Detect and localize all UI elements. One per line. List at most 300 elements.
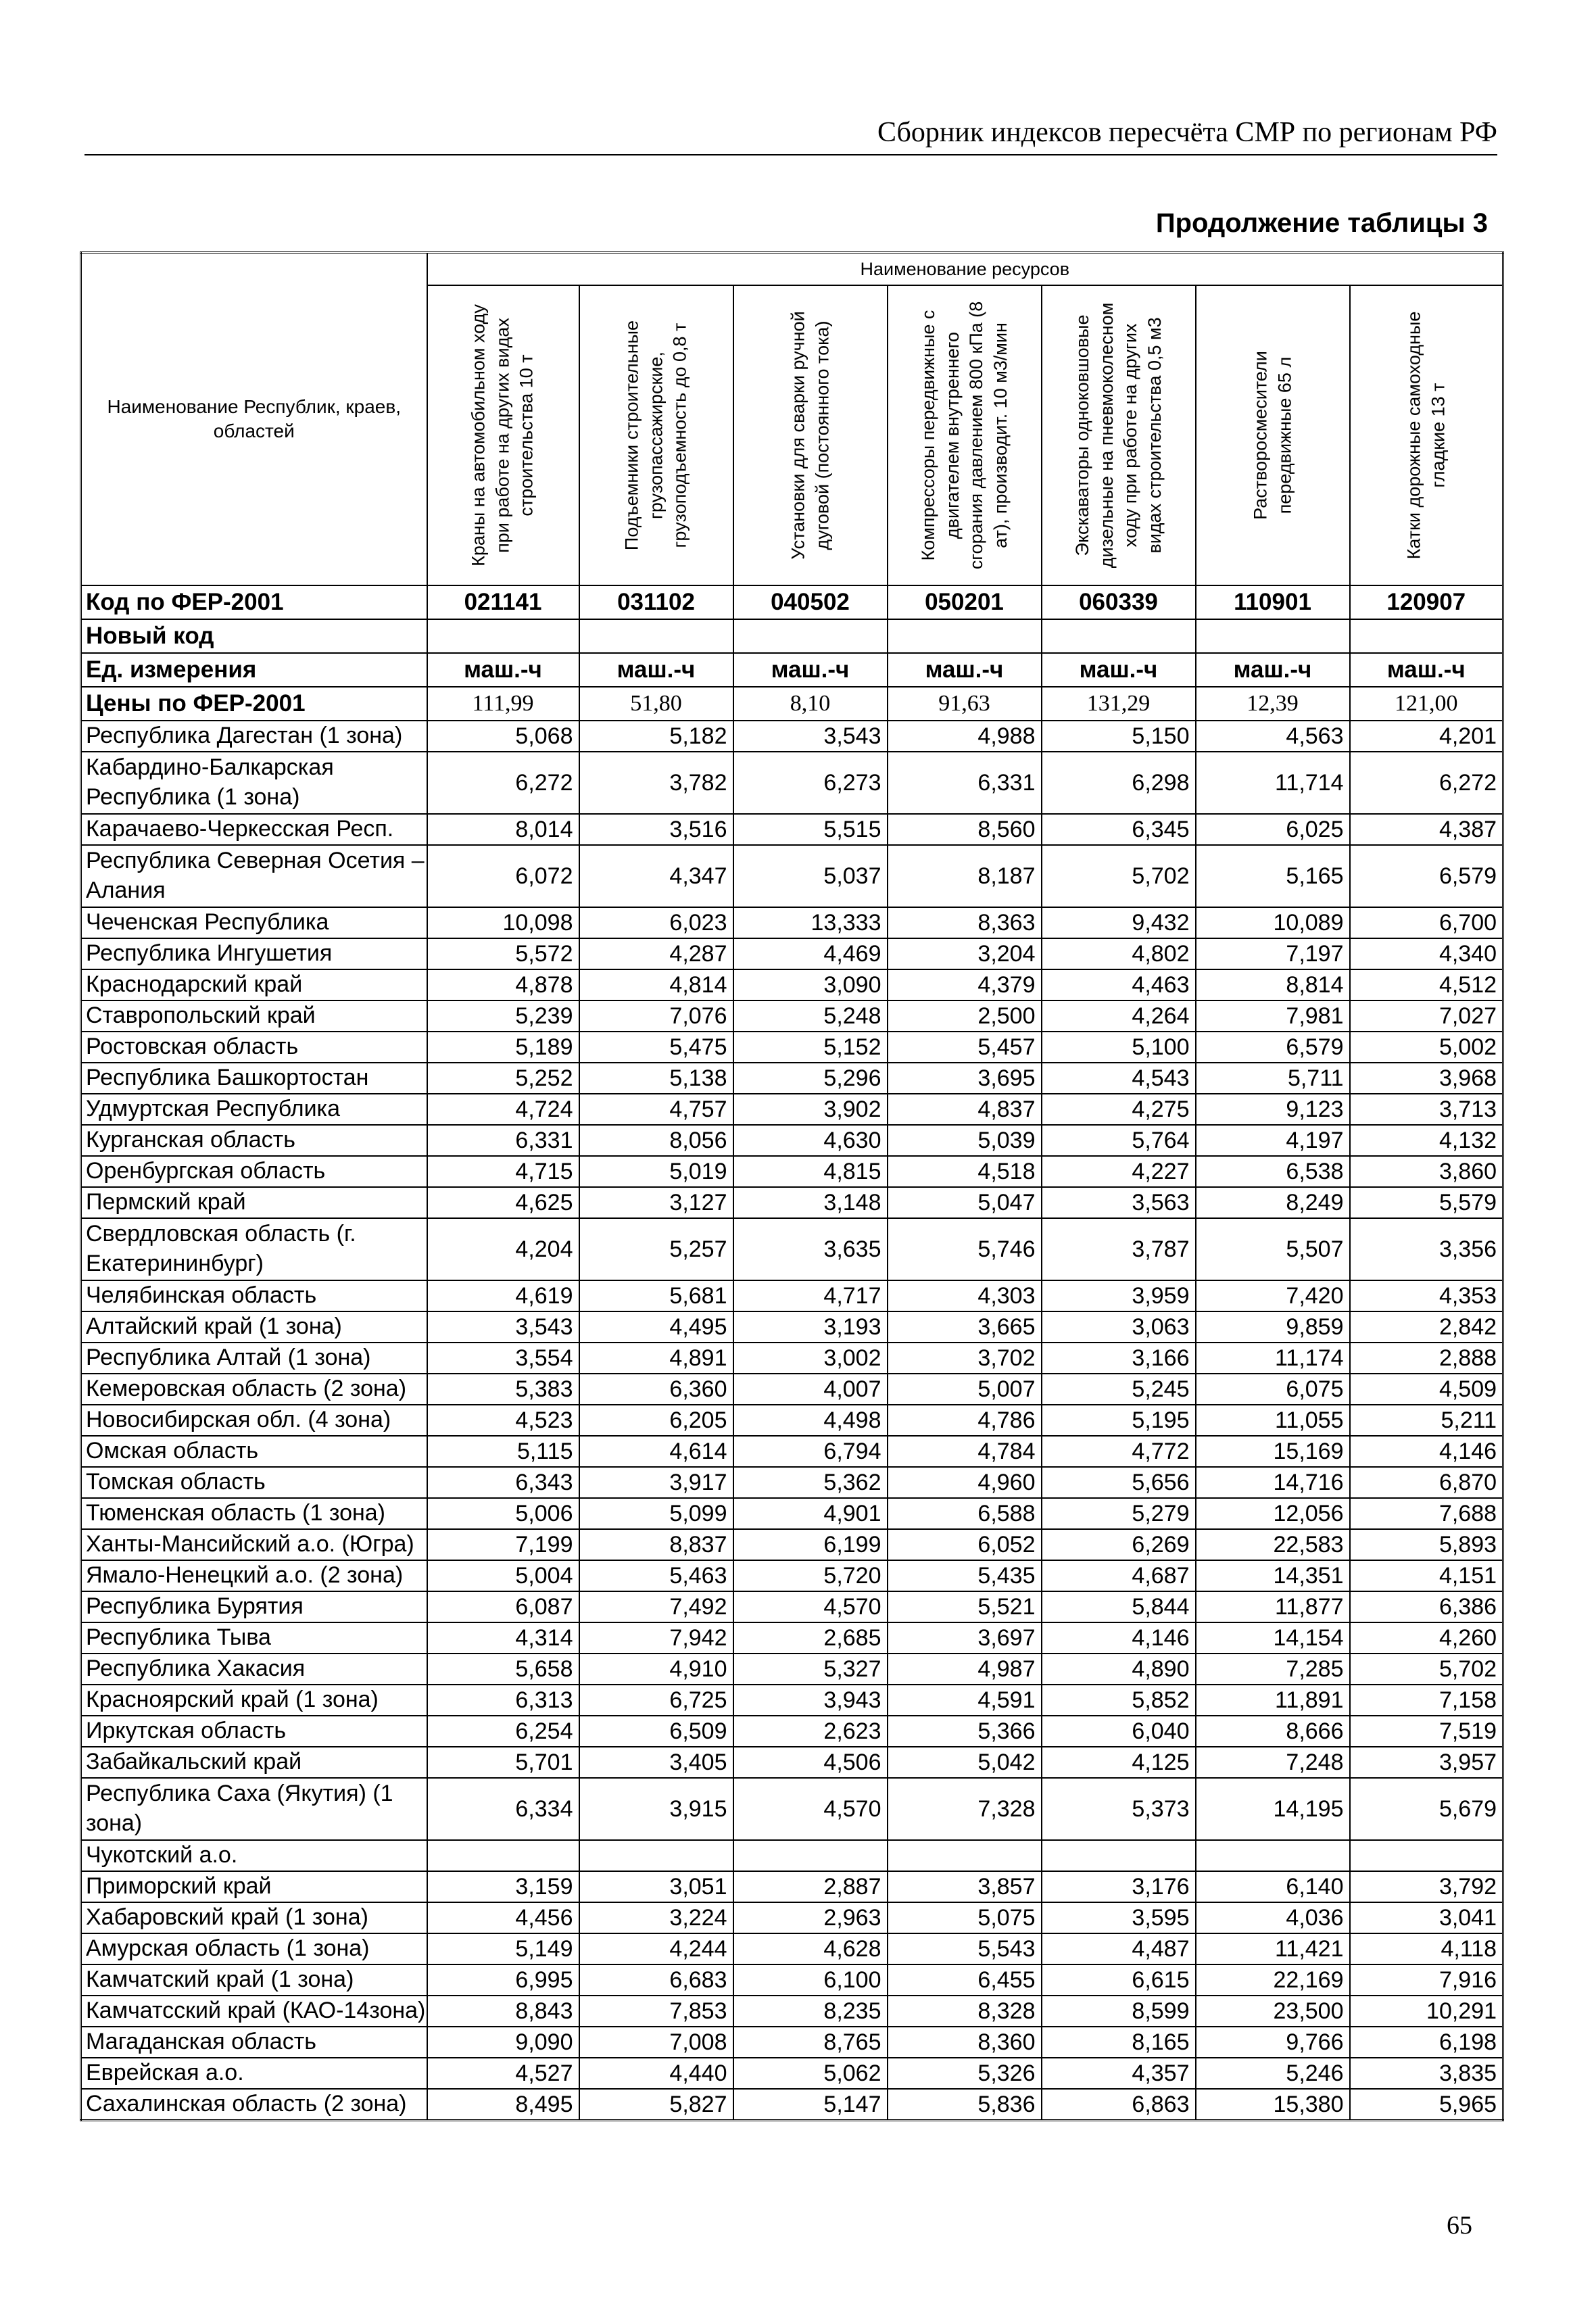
index-value: 5,152: [733, 1032, 888, 1063]
region-name: Удмуртская Республика: [81, 1094, 427, 1125]
region-name: Республика Башкортостан: [81, 1063, 427, 1094]
index-value: 4,303: [888, 1280, 1042, 1311]
region-name: Карачаево-Черкесская Респ.: [81, 814, 427, 845]
index-value: 8,360: [888, 2027, 1042, 2058]
index-value: 6,995: [427, 1964, 579, 1996]
index-value: 14,716: [1196, 1467, 1350, 1498]
table-row: [81, 752, 1503, 814]
index-value: 5,147: [733, 2089, 888, 2121]
index-value: 4,227: [1042, 1156, 1196, 1187]
index-value: 5,383: [427, 1374, 579, 1405]
unit-row-value: маш.-ч: [888, 653, 1042, 687]
table-row: [81, 1405, 1503, 1436]
index-value: 4,151: [1350, 1560, 1503, 1591]
index-value: [1042, 1840, 1196, 1871]
index-value: 9,090: [427, 2027, 579, 2058]
index-value: 3,860: [1350, 1156, 1503, 1187]
index-value: [1196, 1840, 1350, 1871]
index-value: 8,599: [1042, 1996, 1196, 2027]
index-value: 6,334: [427, 1778, 579, 1840]
index-value: 6,269: [1042, 1529, 1196, 1560]
index-value: 5,182: [579, 721, 733, 752]
index-value: 5,138: [579, 1063, 733, 1094]
index-value: 6,087: [427, 1591, 579, 1622]
column-header: [1042, 285, 1196, 585]
index-value: 5,327: [733, 1654, 888, 1685]
index-value: 3,166: [1042, 1343, 1196, 1374]
index-value: 3,051: [579, 1871, 733, 1902]
table-row: [81, 1716, 1503, 1747]
index-value: 5,720: [733, 1560, 888, 1591]
index-value: 4,463: [1042, 969, 1196, 1000]
column-header-text: Краны на автомобильном ходу при работе на других видах строительства 10 т: [468, 304, 537, 566]
region-name: Камчатсский край (КАО-14зона): [81, 1996, 427, 2027]
index-value: 10,089: [1196, 907, 1350, 938]
table-row: [81, 1685, 1503, 1716]
index-value: 6,331: [427, 1125, 579, 1156]
new-code-row-value: [1350, 619, 1503, 653]
region-name: Ростовская область: [81, 1032, 427, 1063]
table-row: [81, 845, 1503, 907]
index-value: 6,509: [579, 1716, 733, 1747]
index-value: 3,224: [579, 1902, 733, 1933]
index-value: 3,787: [1042, 1218, 1196, 1280]
region-name: Республика Тыва: [81, 1622, 427, 1654]
column-header: [579, 285, 733, 585]
index-value: 6,075: [1196, 1374, 1350, 1405]
index-value: 6,615: [1042, 1964, 1196, 1996]
index-value: 6,040: [1042, 1716, 1196, 1747]
index-value: 7,158: [1350, 1685, 1503, 1716]
index-value: 4,007: [733, 1374, 888, 1405]
index-value: [1350, 1840, 1503, 1871]
index-value: 4,244: [579, 1933, 733, 1964]
index-value: 5,836: [888, 2089, 1042, 2121]
index-value: 5,656: [1042, 1467, 1196, 1498]
code-row-label: Код по ФЕР-2001: [81, 585, 427, 619]
index-value: 6,023: [579, 907, 733, 938]
table-row: [81, 1436, 1503, 1467]
index-value: 7,519: [1350, 1716, 1503, 1747]
index-value: 9,432: [1042, 907, 1196, 938]
index-value: 6,386: [1350, 1591, 1503, 1622]
index-value: 8,363: [888, 907, 1042, 938]
index-value: 5,039: [888, 1125, 1042, 1156]
table-row: [81, 1311, 1503, 1343]
index-value: 6,272: [427, 752, 579, 814]
index-value: 5,852: [1042, 1685, 1196, 1716]
index-value: 3,635: [733, 1218, 888, 1280]
index-value: 3,041: [1350, 1902, 1503, 1933]
index-value: 4,772: [1042, 1436, 1196, 1467]
code-row-value: 050201: [888, 585, 1042, 619]
unit-row: [81, 653, 1503, 687]
index-value: 7,981: [1196, 1000, 1350, 1032]
index-value: 7,008: [579, 2027, 733, 2058]
page-header: [84, 107, 1497, 155]
index-value: 6,360: [579, 1374, 733, 1405]
index-value: 5,189: [427, 1032, 579, 1063]
price-row-value: 91,63: [888, 687, 1042, 721]
index-value: 4,570: [733, 1778, 888, 1840]
table-row: [81, 1032, 1503, 1063]
new-code-row-value: [1196, 619, 1350, 653]
index-value: 4,509: [1350, 1374, 1503, 1405]
index-value: 3,917: [579, 1467, 733, 1498]
index-value: 3,782: [579, 752, 733, 814]
index-value: 5,326: [888, 2058, 1042, 2089]
index-value: 6,198: [1350, 2027, 1503, 2058]
index-value: [427, 1840, 579, 1871]
index-value: 4,628: [733, 1933, 888, 1964]
index-value: 5,165: [1196, 845, 1350, 907]
index-value: 4,487: [1042, 1933, 1196, 1964]
table-row: [81, 1778, 1503, 1840]
new-code-row-value: [888, 619, 1042, 653]
index-value: 5,075: [888, 1902, 1042, 1933]
index-value: 5,893: [1350, 1529, 1503, 1560]
index-value: 5,245: [1042, 1374, 1196, 1405]
index-value: 5,463: [579, 1560, 733, 1591]
index-value: 2,842: [1350, 1311, 1503, 1343]
index-value: 5,047: [888, 1187, 1042, 1218]
index-value: 4,802: [1042, 938, 1196, 969]
index-value: 5,764: [1042, 1125, 1196, 1156]
index-value: 4,264: [1042, 1000, 1196, 1032]
unit-row-value: маш.-ч: [1042, 653, 1196, 687]
table-row: [81, 1187, 1503, 1218]
index-value: 3,405: [579, 1747, 733, 1778]
table-row: [81, 907, 1503, 938]
new-code-row-value: [579, 619, 733, 653]
index-value: 4,353: [1350, 1280, 1503, 1311]
index-value: 6,794: [733, 1436, 888, 1467]
index-value: 4,786: [888, 1405, 1042, 1436]
table-row: [81, 1094, 1503, 1125]
table-row: [81, 1560, 1503, 1591]
index-value: [579, 1840, 733, 1871]
index-value: 6,254: [427, 1716, 579, 1747]
region-name: Курганская область: [81, 1125, 427, 1156]
index-value: 5,150: [1042, 721, 1196, 752]
code-row-value: 021141: [427, 585, 579, 619]
index-value: 3,148: [733, 1187, 888, 1218]
table-row: [81, 2089, 1503, 2121]
index-value: 11,714: [1196, 752, 1350, 814]
table-row: [81, 2027, 1503, 2058]
table-row: [81, 1125, 1503, 1156]
index-value: 6,100: [733, 1964, 888, 1996]
index-value: 7,853: [579, 1996, 733, 2027]
table-row: [81, 1996, 1503, 2027]
code-row-value: 120907: [1350, 585, 1503, 619]
index-value: 4,125: [1042, 1747, 1196, 1778]
index-value: 4,036: [1196, 1902, 1350, 1933]
index-value: 3,543: [733, 721, 888, 752]
new-code-row-value: [1042, 619, 1196, 653]
index-value: 11,891: [1196, 1685, 1350, 1716]
region-column-header: Наименование Республик, краев, областей: [81, 253, 427, 586]
region-name: Новосибирская обл. (4 зона): [81, 1405, 427, 1436]
index-value: 4,757: [579, 1094, 733, 1125]
index-value: 10,291: [1350, 1996, 1503, 2027]
unit-row-value: маш.-ч: [427, 653, 579, 687]
index-value: 4,387: [1350, 814, 1503, 845]
index-value: 5,062: [733, 2058, 888, 2089]
table-row: [81, 938, 1503, 969]
index-value: 8,560: [888, 814, 1042, 845]
index-value: 4,469: [733, 938, 888, 969]
index-value: 11,421: [1196, 1933, 1350, 1964]
index-value: 6,455: [888, 1964, 1042, 1996]
index-value: 6,588: [888, 1498, 1042, 1529]
region-name: Иркутская область: [81, 1716, 427, 1747]
column-header-text: Растворосмесители передвижные 65 л: [1249, 351, 1295, 520]
index-value: 5,004: [427, 1560, 579, 1591]
index-value: 4,715: [427, 1156, 579, 1187]
index-value: [733, 1840, 888, 1871]
index-value: 5,252: [427, 1063, 579, 1094]
index-value: 5,435: [888, 1560, 1042, 1591]
index-value: 4,347: [579, 845, 733, 907]
index-value: 3,857: [888, 1871, 1042, 1902]
column-header-text: Катки дорожные самоходные гладкие 13 т: [1403, 311, 1448, 560]
table-row: [81, 2058, 1503, 2089]
index-value: 5,507: [1196, 1218, 1350, 1280]
index-value: 2,887: [733, 1871, 888, 1902]
index-value: 5,068: [427, 721, 579, 752]
index-value: 3,702: [888, 1343, 1042, 1374]
table-row: [81, 1622, 1503, 1654]
column-header-text: Подъемники строительные грузопассажирские, грузоподъемность до 0,8 т: [621, 320, 690, 551]
new-code-row-value: [427, 619, 579, 653]
index-value: 3,204: [888, 938, 1042, 969]
index-value: 14,195: [1196, 1778, 1350, 1840]
index-value: 4,619: [427, 1280, 579, 1311]
index-value: 3,915: [579, 1778, 733, 1840]
index-value: 4,724: [427, 1094, 579, 1125]
unit-row-value: маш.-ч: [1196, 653, 1350, 687]
index-value: 4,630: [733, 1125, 888, 1156]
index-value: 8,837: [579, 1529, 733, 1560]
index-value: 6,072: [427, 845, 579, 907]
index-value: 5,702: [1042, 845, 1196, 907]
index-value: 3,792: [1350, 1871, 1503, 1902]
region-name: Забайкальский край: [81, 1747, 427, 1778]
index-value: 23,500: [1196, 1996, 1350, 2027]
index-value: 4,146: [1350, 1436, 1503, 1467]
index-value: 3,516: [579, 814, 733, 845]
table-row: [81, 1747, 1503, 1778]
index-value: 3,127: [579, 1187, 733, 1218]
code-row: [81, 585, 1503, 619]
index-value: 3,697: [888, 1622, 1042, 1654]
table-row: [81, 1063, 1503, 1094]
region-name: Республика Хакасия: [81, 1654, 427, 1685]
index-value: 5,679: [1350, 1778, 1503, 1840]
index-value: 6,273: [733, 752, 888, 814]
index-value: 3,695: [888, 1063, 1042, 1094]
region-name: Ямало-Ненецкий а.о. (2 зона): [81, 1560, 427, 1591]
index-value: 15,380: [1196, 2089, 1350, 2121]
price-row-label: Цены по ФЕР-2001: [81, 687, 427, 721]
region-name: Приморский край: [81, 1871, 427, 1902]
region-name: Челябинская область: [81, 1280, 427, 1311]
index-value: 5,019: [579, 1156, 733, 1187]
index-value: 8,249: [1196, 1187, 1350, 1218]
index-value: 4,837: [888, 1094, 1042, 1125]
table-row: [81, 721, 1503, 752]
index-value: 4,314: [427, 1622, 579, 1654]
index-value: 5,042: [888, 1747, 1042, 1778]
index-value: 8,814: [1196, 969, 1350, 1000]
region-name: Омская область: [81, 1436, 427, 1467]
index-value: 6,343: [427, 1467, 579, 1498]
table-caption: Продолжение таблицы 3: [1155, 208, 1488, 238]
index-value: 22,583: [1196, 1529, 1350, 1560]
region-name: Тюменская область (1 зона): [81, 1498, 427, 1529]
price-row-value: 12,39: [1196, 687, 1350, 721]
index-value: 7,328: [888, 1778, 1042, 1840]
index-value: 6,538: [1196, 1156, 1350, 1187]
column-header: [427, 285, 579, 585]
index-value: 4,506: [733, 1747, 888, 1778]
region-name: Республика Саха (Якутия) (1 зона): [81, 1778, 427, 1840]
index-value: 5,827: [579, 2089, 733, 2121]
new-code-row: [81, 619, 1503, 653]
index-value: 4,456: [427, 1902, 579, 1933]
price-row-value: 111,99: [427, 687, 579, 721]
index-value: 5,373: [1042, 1778, 1196, 1840]
index-value: 4,784: [888, 1436, 1042, 1467]
index-value: 4,440: [579, 2058, 733, 2089]
index-value: [888, 1840, 1042, 1871]
index-value: 4,543: [1042, 1063, 1196, 1094]
index-value: 3,002: [733, 1343, 888, 1374]
region-name: Алтайский край (1 зона): [81, 1311, 427, 1343]
index-value: 9,123: [1196, 1094, 1350, 1125]
column-header: [1196, 285, 1350, 585]
unit-row-value: маш.-ч: [1350, 653, 1503, 687]
index-value: 4,563: [1196, 721, 1350, 752]
column-header-text: Установки для сварки ручной дуговой (постоянного тока): [787, 311, 832, 560]
page-header-title: Сборник индексов пересчёта СМР по регионам РФ: [877, 117, 1497, 148]
index-value: 5,257: [579, 1218, 733, 1280]
index-value: 7,492: [579, 1591, 733, 1622]
index-value: 7,027: [1350, 1000, 1503, 1032]
index-value: 5,248: [733, 1000, 888, 1032]
region-name: Хабаровский край (1 зона): [81, 1902, 427, 1933]
index-value: 3,554: [427, 1343, 579, 1374]
index-value: 5,100: [1042, 1032, 1196, 1063]
index-value: 7,916: [1350, 1964, 1503, 1996]
table-row: [81, 1840, 1503, 1871]
region-name: Республика Ингушетия: [81, 938, 427, 969]
index-value: 5,746: [888, 1218, 1042, 1280]
index-value: 5,701: [427, 1747, 579, 1778]
region-name: Сахалинская область (2 зона): [81, 2089, 427, 2121]
index-value: 6,579: [1196, 1032, 1350, 1063]
region-name: Республика Бурятия: [81, 1591, 427, 1622]
index-value: 12,056: [1196, 1498, 1350, 1529]
index-value: 3,063: [1042, 1311, 1196, 1343]
index-value: 4,960: [888, 1467, 1042, 1498]
index-value: 4,379: [888, 969, 1042, 1000]
index-value: 4,201: [1350, 721, 1503, 752]
index-value: 11,055: [1196, 1405, 1350, 1436]
index-value: 7,248: [1196, 1747, 1350, 1778]
index-value: 5,475: [579, 1032, 733, 1063]
index-value: 5,711: [1196, 1063, 1350, 1094]
index-value: 14,154: [1196, 1622, 1350, 1654]
region-name: Чеченская Республика: [81, 907, 427, 938]
code-row-value: 060339: [1042, 585, 1196, 619]
index-value: 3,957: [1350, 1747, 1503, 1778]
index-value: 4,625: [427, 1187, 579, 1218]
code-row-value: 110901: [1196, 585, 1350, 619]
index-value: 4,814: [579, 969, 733, 1000]
index-value: 4,815: [733, 1156, 888, 1187]
index-value: 4,518: [888, 1156, 1042, 1187]
index-value: 4,498: [733, 1405, 888, 1436]
region-name: Магаданская область: [81, 2027, 427, 2058]
index-value: 4,717: [733, 1280, 888, 1311]
index-value: 5,296: [733, 1063, 888, 1094]
index-value: 5,002: [1350, 1032, 1503, 1063]
index-value: 9,859: [1196, 1311, 1350, 1343]
index-value: 10,098: [427, 907, 579, 938]
index-value: 5,037: [733, 845, 888, 907]
index-value: 6,579: [1350, 845, 1503, 907]
table-row: [81, 1964, 1503, 1996]
index-value: 11,174: [1196, 1343, 1350, 1374]
index-value: 7,688: [1350, 1498, 1503, 1529]
index-value: 4,132: [1350, 1125, 1503, 1156]
index-value: 3,959: [1042, 1280, 1196, 1311]
index-value: 6,298: [1042, 752, 1196, 814]
region-name: Еврейская а.о.: [81, 2058, 427, 2089]
index-value: 22,169: [1196, 1964, 1350, 1996]
index-value: 13,333: [733, 907, 888, 938]
index-value: 8,056: [579, 1125, 733, 1156]
index-value: 4,987: [888, 1654, 1042, 1685]
table-row: [81, 1218, 1503, 1280]
index-value: 6,313: [427, 1685, 579, 1716]
index-value: 3,713: [1350, 1094, 1503, 1125]
index-value: 5,366: [888, 1716, 1042, 1747]
region-name: Республика Дагестан (1 зона): [81, 721, 427, 752]
table-row: [81, 1654, 1503, 1685]
table-row: [81, 1343, 1503, 1374]
index-value: 5,457: [888, 1032, 1042, 1063]
index-value: 4,614: [579, 1436, 733, 1467]
table-row: [81, 1467, 1503, 1498]
table-row: [81, 1498, 1503, 1529]
new-code-row-label: Новый код: [81, 619, 427, 653]
index-value: 3,090: [733, 969, 888, 1000]
index-value: 5,515: [733, 814, 888, 845]
index-value: 4,687: [1042, 1560, 1196, 1591]
unit-row-value: маш.-ч: [579, 653, 733, 687]
table-row: [81, 1156, 1503, 1187]
unit-row-label: Ед. измерения: [81, 653, 427, 687]
index-value: 7,942: [579, 1622, 733, 1654]
unit-row-value: маш.-ч: [733, 653, 888, 687]
index-table: [80, 251, 1504, 2121]
index-value: 6,199: [733, 1529, 888, 1560]
index-value: 3,943: [733, 1685, 888, 1716]
column-header-text: Экскаваторы одноковшовые дизельные на пневмоколесном ходу при работе на других видах строительства 0,5 м3: [1071, 302, 1165, 569]
